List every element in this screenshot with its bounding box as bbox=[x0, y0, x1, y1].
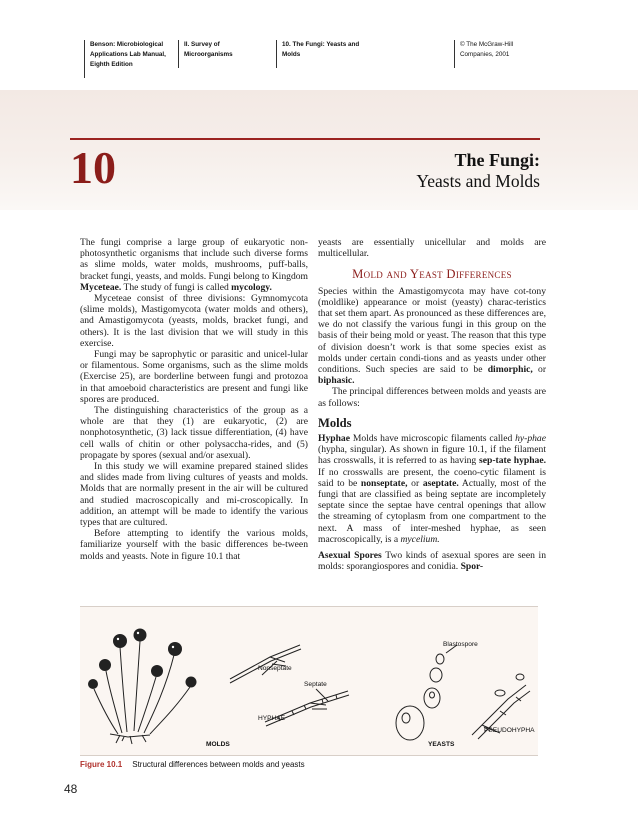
term-dimorphic: dimorphic, bbox=[487, 364, 533, 376]
runin-asexual-spores: Asexual Spores bbox=[318, 550, 382, 562]
identify-paragraph: Before attempting to identify the various molds, familiarize yourself with the basic differences be-tween molds and yeasts. Note in figure 10.1 that bbox=[80, 528, 308, 562]
molds-subheading: Molds bbox=[318, 415, 352, 430]
label-nonseptate: Nonseptate bbox=[258, 665, 292, 672]
spores-paragraph bbox=[318, 550, 546, 572]
label-blastospore: Blastospore bbox=[443, 641, 478, 648]
section-heading: Mold and Yeast Differences bbox=[352, 267, 512, 282]
text-run: If no crosswalls are present, the coeno-cytic filament is said to be bbox=[318, 466, 546, 489]
continuation-paragraph: yeasts are essentially unicellular and molds are multicellular. bbox=[318, 237, 546, 260]
term-mycology: mycology. bbox=[231, 281, 272, 293]
study-paragraph: In this study we will examine prepared stained slides and slides made from living cultures of yeasts and molds. Molds that are normally present in the air will be cultured and studied macroscopically and mi-croscopically. In addition, an attempt will be made to identify the various types that are cultured. bbox=[80, 461, 308, 529]
header-chapter-line: 10. The Fungi: Yeasts and bbox=[282, 41, 360, 48]
label-hyphae: HYPHAE bbox=[258, 715, 286, 722]
text-run: or bbox=[407, 477, 423, 489]
label-pseudohypha: PSEUDOHYPHA bbox=[484, 727, 535, 734]
text-run: Molds have microscopic filaments called bbox=[350, 433, 516, 445]
term-biphasic: biphasic. bbox=[318, 375, 355, 387]
caption-text: Structural differences between molds and yeasts bbox=[132, 760, 305, 769]
header-book-line: Applications Lab Manual, bbox=[90, 51, 166, 58]
label-molds: MOLDS bbox=[206, 741, 230, 748]
runin-hyphae: Hyphae bbox=[318, 433, 350, 445]
left-column bbox=[80, 237, 308, 562]
text-run: Two kinds of asexual spores are seen in molds: sporangiospores and conidia. bbox=[318, 550, 546, 573]
text-run: (hypha, singular). As shown in figure 10.1, if the filament has crosswalls, it is referred to as having bbox=[318, 444, 546, 467]
term-myceteae: Myceteae. bbox=[80, 281, 122, 293]
text-run: The fungi comprise a large group of eukaryotic non-photosynthetic organisms that include such diverse forms as slime molds, water molds, mushrooms, puff-balls, bracket fungi, yeasts, and molds. Fungi belong to Kingdom bbox=[80, 237, 308, 282]
chapter-subtitle: Yeasts and Molds bbox=[416, 171, 540, 191]
chapter-number: 10 bbox=[70, 142, 116, 193]
hyphae-paragraph bbox=[318, 433, 546, 545]
term-septate: sep-tate hyphae. bbox=[479, 455, 546, 467]
header-part-line: Microorganisms bbox=[184, 51, 233, 58]
header-copyright-line: © The McGraw-Hill bbox=[460, 41, 514, 48]
label-yeasts: YEASTS bbox=[428, 741, 455, 748]
header-part bbox=[178, 40, 274, 68]
chapter-rule bbox=[70, 138, 540, 140]
header-book-line: Eighth Edition bbox=[90, 61, 133, 68]
header-book bbox=[84, 40, 174, 78]
header-part-line: II. Survey of bbox=[184, 41, 220, 48]
chapter-title: The Fungi: bbox=[454, 150, 540, 170]
chapter-title-block bbox=[416, 150, 540, 192]
text-run: Actually, most of the fungi that are classified as being septate are incompletely septate since the septae have central openings that allow the streaming of cytoplasm from one compartment to the next. A mass of inter-meshed hyphae, as seen macroscopically, is a bbox=[318, 477, 546, 545]
term-aseptate: aseptate. bbox=[422, 477, 459, 489]
characteristics-paragraph: The distinguishing characteristics of the group as a whole are that they (1) are eukaryotic, (2) are nonphotosynthetic, (3) lack tissue differentiation, (4) have cell walls of chitin or other polysaccha-rides, and (5) propagate by spores (sexual and/or asexual). bbox=[80, 405, 308, 461]
text-run: or bbox=[532, 364, 547, 376]
right-column bbox=[318, 237, 546, 572]
page-number: 48 bbox=[64, 782, 78, 796]
label-septate: Septate bbox=[304, 681, 327, 688]
term-nonseptate: nonseptate, bbox=[360, 477, 408, 489]
text-run: The study of fungi is called bbox=[121, 281, 232, 293]
term-mycelium: mycelium. bbox=[400, 533, 440, 545]
intro-paragraph bbox=[80, 237, 308, 293]
saprophytic-paragraph: Fungi may be saprophytic or parasitic and unicel-lular or filamentous. Some organisms, such as the slime molds (Exercise 25), are borderline between fungi and protozoa in that amoeboid characteristics are present and fungi like spores are produced. bbox=[80, 349, 308, 405]
header-chapter bbox=[276, 40, 452, 68]
header-chapter-line: Molds bbox=[282, 51, 301, 58]
figure-caption bbox=[80, 760, 305, 769]
running-header bbox=[84, 40, 550, 84]
divisions-paragraph: Myceteae consist of three divisions: Gymnomycota (slime molds), Mastigomycota (water molds and others), and Amastigomycota (yeasts, molds, bracket fungi, and others). It is the last division that we will study in this exercise. bbox=[80, 293, 308, 349]
term-hyphae: hy-phae bbox=[515, 433, 546, 445]
header-copyright bbox=[454, 40, 550, 68]
header-book-line: Benson: Microbiological bbox=[90, 41, 164, 48]
text-run: Species within the Amastigomycota may have cot-tony (moldlike) appearance or moist (yeasty) charac-teristics that set them apart. As pronounced as these differences are, we do not classify the various fungi in this group on the basis of their being mold or yeast. The reason that this type of division doesn’t work is that some species exist as molds under certain condi-tions and as yeasts under other conditions. Such species are said to be bbox=[318, 285, 546, 376]
term-sporangiospores: Spor- bbox=[460, 561, 484, 573]
differences-paragraph: The principal differences between molds and yeasts are as follows: bbox=[318, 386, 546, 409]
figure-10-1 bbox=[80, 606, 538, 756]
caption-number: Figure 10.1 bbox=[80, 760, 123, 769]
amastigomycota-paragraph bbox=[318, 286, 546, 387]
header-copyright-line: Companies, 2001 bbox=[460, 51, 510, 58]
